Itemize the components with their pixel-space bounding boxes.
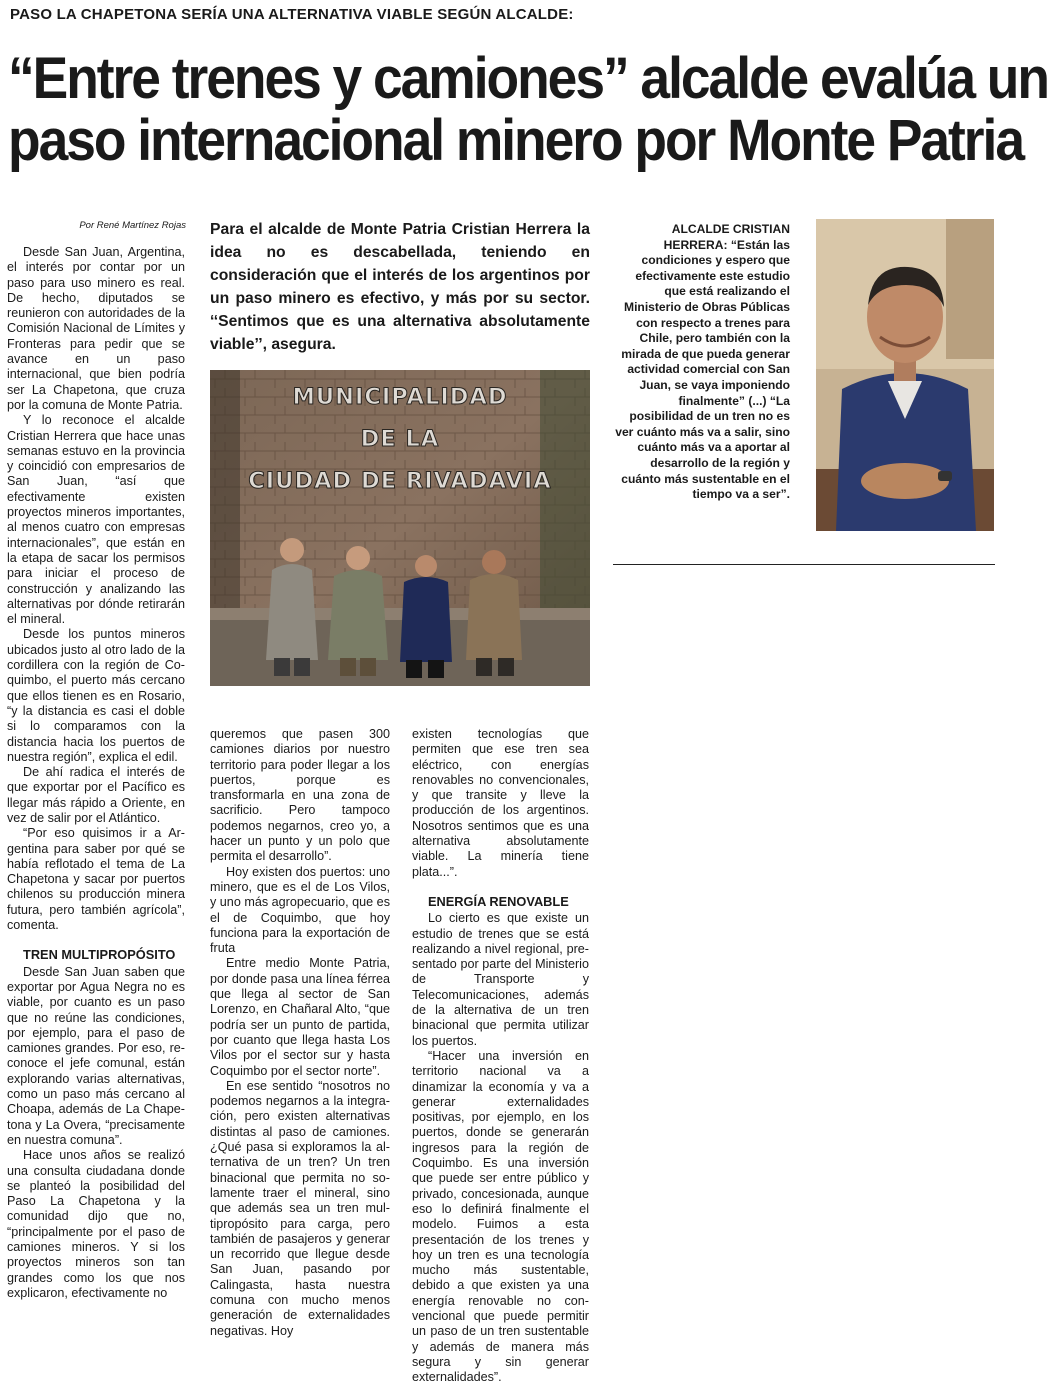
kicker: PASO LA CHAPETONA SERÍA UNA ALTERNATIVA VIABLE SEGÚN ALCALDE: (10, 6, 574, 23)
paragraph: Lo cierto es que existe un estudio de trenes que se está realizando a nivel regional, presentado por parte del Ministerio de Transporte y Telecomunicaciones, además de la alternativa de un tren binacional que permita utilizar los puertos. (412, 911, 589, 1048)
subheading-tren-multiproposito: TREN MULTIPROPÓSITO (23, 947, 176, 963)
paragraph: “Hacer una inversión en territorio nacional va a dinamizar la economía y va a generar externalidades positivas, por ejemplo, en los puertos, donde se generarán ingresos para la región de Coquimbo. Es una inversión que puede ser entre público y privado, concesionada, aunque eso lo definirá finalmente el modelo. Fuimos a esta presentación de los trenes y hoy un tren es una tecnología mucho más sustentable, debido a que existen ya una energía renovable no convencional que puede permitir un paso de un tren sustentable y además de manera más segura y sin generar externalidades”. (412, 1048, 589, 1385)
article-column-1 (7, 245, 185, 1330)
paragraph: Desde los puntos mineros ubicados justo al otro lado de la cordillera con la región de Coquimbo, el puerto más cercano que ellos tienen es en Rosario, “y la distancia es casi el doble si lo comparamos con la distancia hacia los puertos de nuestra región”, explica el edil. (7, 627, 185, 764)
paragraph: En ese sentido “nosotros no podemos negarnos a la integración, pero existen alternativas distintas al paso de camiones. ¿Qué pasa si exploramos la alternativa de un tren? Un tren binacional que permita no solamente traer el mineral, sino que además sea un tren multipropósito para carga, pero también de pasajeros y generar un recorrido que llegue desde San Juan, pasando por Calingasta, hasta nuestra comuna con mucho menos generación de externalidades negativas. Hoy (210, 1078, 390, 1338)
group-photo-illustration (210, 370, 590, 686)
article-column-2 (210, 727, 390, 1338)
pull-quote-label: ALCALDE CRISTIAN HERRERA: (663, 222, 790, 252)
paragraph: Hoy existen dos puertos: uno minero, que es el de Los Vilos, y uno más agropecuario, que es el de Coquimbo, que hoy funciona para la exportación de fruta (210, 864, 390, 956)
paragraph: queremos que pasen 300 camiones diarios por nuestro territorio para poder llegar a los puertos, porque es transformarla en una zona de sacrificio. Pero tampoco podemos negarnos, creo yo, a hacer un punto y un polo que permita el desarrollo”. (210, 727, 390, 864)
pull-quote (612, 222, 790, 503)
sign-line-3: CIUDAD DE RIVADAVIA (248, 468, 552, 494)
paragraph: De ahí radica el interés de que exportar por el Pacífico es llegar más rápido a Oriente, en vez de salir por el Atlántico. (7, 765, 185, 825)
paragraph: existen tecnologías que permiten que ese tren sea eléctrico, con energías renovables no convencionales, y que transite y lleve la producción de los argentinos. Nosotros sentimos que es una alternativa absolutamente viable. La minería tiene plata...”. (412, 727, 589, 879)
pull-quote-text: “Están las condiciones y espero que efectivamente este estudio que está realizando el Ministerio de Obras Públicas con respecto a trenes para Chile, pero también con la mirada de que pueda generar actividad comercial con San Juan, se vaya imponiendo finalmente” (...) “La posibilidad de un tren no es ver cuánto más va a salir, sino cuánto más va a aportar al desarrollo de la región y cuánto más sustentable en el tiempo va a ser”. (615, 237, 790, 502)
portrait-illustration (816, 219, 994, 531)
paragraph: Hace unos años se realizó una consulta ciudadana donde se planteó la posibilidad del Paso La Chapetona y la comunidad dijo que no, “principalmente por el paso de camiones mineros. Y si los proyectos mineros son tan grandes como los que nos explicaron, efectivamente no (7, 1148, 185, 1300)
sign-line-2: DE LA (360, 426, 440, 452)
paragraph: Desde San Juan saben que exportar por Agua Negra no es viable, por cuanto es un paso que no reúne las condiciones, por ejemplo, para el paso de camiones grandes. Por eso, reconoce el jefe comunal, están explorando varias alternativas, como un paso más cercano al Choapa, además de La Chapetona y La Overa, “precisamente en nuestra comuna”. (7, 964, 185, 1147)
paragraph: Y lo reconoce el alcalde Cristian Herrera que hace unas semanas estuvo en la provincia y coincidió con empresarios de San Juan, “así que efectivamente existen proyectos mineros importantes, al menos cuatro con empresas internacionales”, que están en la etapa de sacar los permisos para iniciar el proceso de construcción y analizando las alternativas por dónde retirarán el mineral. (7, 413, 185, 627)
paragraph: “Por eso quisimos ir a Argentina para saber por qué se había reflotado el tema de La Chapetona y sacar por puertos chilenos su producción minera futura, pero también agrícola”, comenta. (7, 826, 185, 933)
portrait-photo (816, 219, 994, 531)
paragraph: Entre medio Monte Patria, por donde pasa una línea férrea que llega al sector de San Lorenzo, en Chañaral Alto, “que podría ser un punto de partida, por cuanto que llega hasta Los Vilos por el sector sur y hasta Coquimbo por el sector norte”. (210, 956, 390, 1078)
headline-line-1: “Entre trenes y camiones” alcalde evalúa un (8, 46, 1048, 111)
headline-line-2: paso internacional minero por Monte Patria (8, 108, 1024, 173)
group-photo (210, 370, 590, 686)
divider (613, 564, 995, 565)
byline: Por René Martínez Rojas (79, 220, 186, 231)
article-column-3 (412, 727, 589, 1385)
lead-paragraph: Para el alcalde de Monte Patria Cristian Herrera la idea no es descabellada, teniendo en consideración que el interés de los argentinos por un paso minero es efectivo, y más por su sector. ‘‘Sentimos que es una alternativa absolutamente viable’’, asegura. (210, 221, 590, 353)
headline (8, 46, 1048, 173)
subheading-energia-renovable: ENERGÍA RENOVABLE (428, 893, 569, 909)
sign-line-1: MUNICIPALIDAD (292, 384, 508, 410)
paragraph: Desde San Juan, Argentina, el interés por contar por un paso para uso minero es real. De hecho, diputados se reunieron con autoridades de la Comisión Nacional de Límites y Fronteras para pedir que se avance en un paso internacional, que bien podría ser La Chapetona, que cruza por la comuna de Monte Patria. (7, 245, 185, 412)
